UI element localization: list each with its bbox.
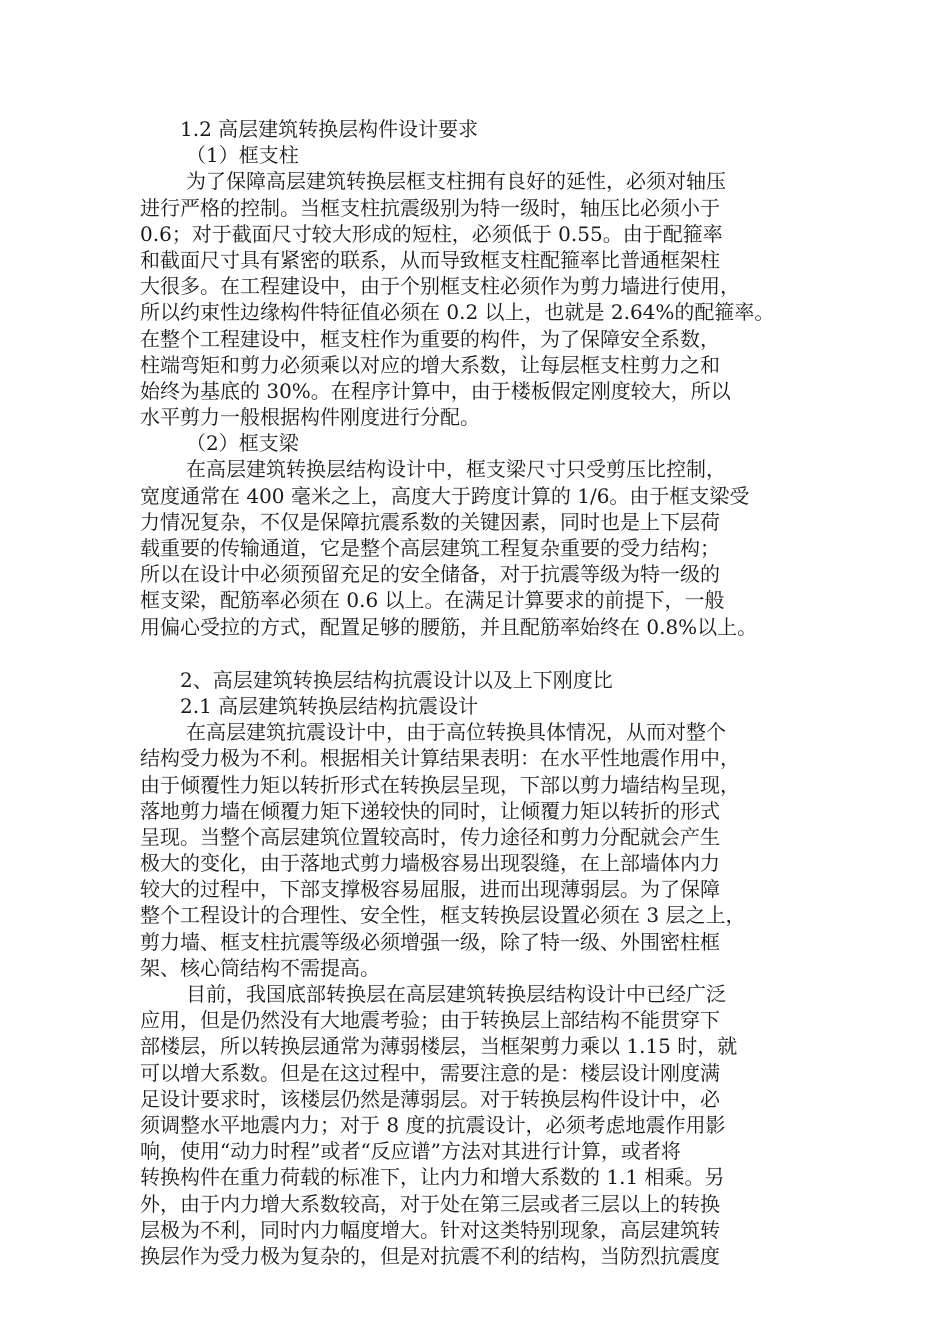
paragraph-line: 和截面尺寸具有紧密的联系，从而导致框支柱配箍率比普通框架柱 xyxy=(140,247,720,272)
paragraph-line: 剪力墙、框支柱抗震等级必须增强一级，除了特一级、外围密柱框 xyxy=(140,929,720,954)
paragraph-line: 转换构件在重力荷载的标准下，让内力和增大系数的 1.1 相乘。另 xyxy=(140,1165,725,1190)
paragraph-line: 水平剪力一般根据构件刚度进行分配。 xyxy=(140,405,480,430)
paragraph-line: 在高层建筑抗震设计中，由于高位转换具体情况，从而对整个 xyxy=(186,720,726,745)
paragraph-line: 架、核心筒结构不需提高。 xyxy=(140,955,380,980)
paragraph-line: 宽度通常在 400 毫米之上，高度大于跨度计算的 1/6。由于框支梁受 xyxy=(140,483,750,508)
paragraph-line: 进行严格的控制。当框支柱抗震级别为特一级时，轴压比必须小于 xyxy=(140,195,720,220)
paragraph-line: 框支梁，配筋率必须在 0.6 以上。在满足计算要求的前提下，一般 xyxy=(140,588,725,613)
paragraph-line: 载重要的传输通道，它是整个高层建筑工程复杂重要的受力结构； xyxy=(140,536,720,560)
paragraph-line: 目前，我国底部转换层在高层建筑转换层结构设计中已经广泛 xyxy=(186,982,726,1006)
paragraph-line: 结构受力极为不利。根据相关计算结果表明：在水平性地震作用中， xyxy=(140,746,740,771)
paragraph-line: 0.6；对于截面尺寸较大形成的短柱，必须低于 0.55。由于配箍率 xyxy=(140,221,723,246)
paragraph-line: 所以在设计中必须预留充足的安全储备，对于抗震等级为特一级的 xyxy=(140,562,720,587)
blank-line xyxy=(140,640,830,667)
paragraph-line: 极大的变化，由于落地式剪力墙极容易出现裂缝，在上部墙体内力 xyxy=(140,851,720,876)
paragraph-line: 响，使用“动力时程”或者“反应谱”方法对其进行计算，或者将 xyxy=(140,1139,681,1164)
paragraph-line: 落地剪力墙在倾覆力矩下递较快的同时，让倾覆力矩以转折的形式 xyxy=(140,798,720,823)
paragraph-line: 较大的过程中，下部支撑极容易屈服，进而出现薄弱层。为了保障 xyxy=(140,877,720,902)
paragraph-line: 呈现。当整个高层建筑位置较高时，传力途径和剪力分配就会产生 xyxy=(140,824,720,849)
paragraph-line: 整个工程设计的合理性、安全性，框支转换层设置必须在 3 层之上， xyxy=(140,903,746,928)
paragraph-line: 足设计要求时，该楼层仍然是薄弱层。对于转换层构件设计中，必 xyxy=(140,1086,720,1111)
paragraph-line: 在整个工程建设中，框支柱作为重要的构件，为了保障安全系数， xyxy=(140,326,720,351)
paragraph-line: 外，由于内力增大系数较高，对于处在第三层或者三层以上的转换 xyxy=(140,1191,720,1216)
paragraph-line: 部楼层，所以转换层通常为薄弱楼层，当框架剪力乘以 1.15 时，就 xyxy=(140,1034,738,1059)
paragraph-line: 层极为不利，同时内力幅度增大。针对这类特别现象，高层建筑转 xyxy=(140,1217,720,1242)
paragraph-line: 可以增大系数。但是在这过程中，需要注意的是：楼层设计刚度满 xyxy=(140,1060,720,1085)
paragraph-line: 力情况复杂，不仅是保障抗震系数的关键因素，同时也是上下层荷 xyxy=(140,509,720,534)
section-heading: 2、高层建筑转换层结构抗震设计以及上下刚度比 xyxy=(180,667,613,692)
paragraph-line: 用偏心受拉的方式，配置足够的腰筋，并且配筋率始终在 0.8%以上。 xyxy=(140,614,758,639)
paragraph-line: 应用，但是仍然没有大地震考验；由于转换层上部结构不能贯穿下 xyxy=(140,1008,720,1033)
subsection-title: （2）框支梁 xyxy=(186,431,299,456)
paragraph-line: 为了保障高层建筑转换层框支柱拥有良好的延性，必须对轴压 xyxy=(186,169,726,194)
paragraph-line: 由于倾覆性力矩以转折形式在转换层呈现，下部以剪力墙结构呈现， xyxy=(140,772,740,797)
paragraph-line: 换层作为受力极为复杂的，但是对抗震不利的结构，当防烈抗震度 xyxy=(140,1243,720,1268)
paragraph-line: 在高层建筑转换层结构设计中，框支梁尺寸只受剪压比控制， xyxy=(186,457,726,482)
subsection-heading: 2.1 高层建筑转换层结构抗震设计 xyxy=(180,693,479,718)
section-heading: 1.2 高层建筑转换层构件设计要求 xyxy=(180,117,479,141)
paragraph-line: 柱端弯矩和剪力必须乘以对应的增大系数，让每层框支柱剪力之和 xyxy=(140,352,720,377)
paragraph-line: 始终为基底的 30%。在程序计算中，由于楼板假定刚度较大，所以 xyxy=(140,378,731,403)
paragraph-line: 大很多。在工程建设中，由于个别框支柱必须作为剪力墙进行使用， xyxy=(140,274,740,299)
paragraph-line: 须调整水平地震内力；对于 8 度的抗震设计，必须考虑地震作用影 xyxy=(140,1112,726,1137)
paragraph-line: 所以约束性边缘构件特征值必须在 0.2 以上，也就是 2.64%的配箍率。 xyxy=(140,300,775,325)
document-page xyxy=(140,116,830,1269)
subsection-title: （1）框支柱 xyxy=(186,143,299,168)
